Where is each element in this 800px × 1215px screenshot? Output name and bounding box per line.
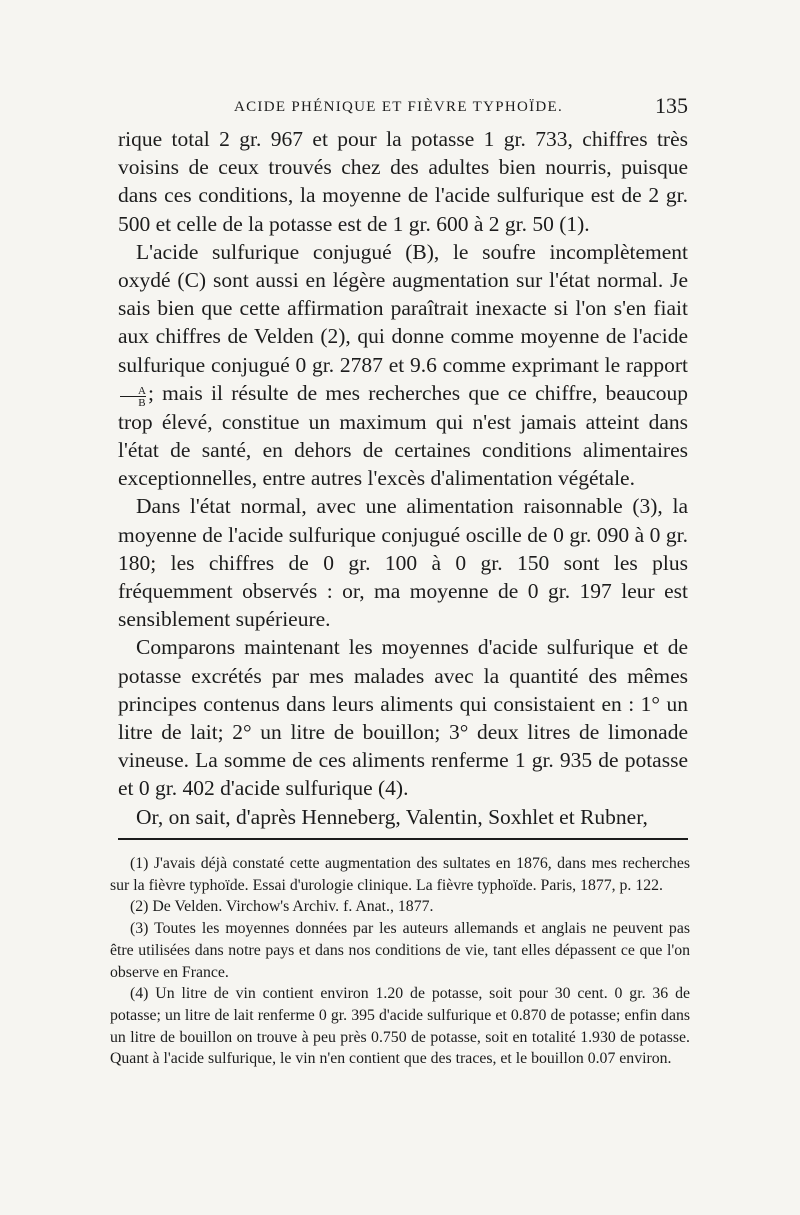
paragraph-3: Dans l'état normal, avec une alimentation raisonnable (3), la moyenne de l'acide sulfurique conjugué oscille de 0 gr. 090 à 0 gr. 180; les chiffres de 0 gr. 100 à 0 gr. 150 sont les plus fréquemment observés : or, ma moyenne de 0 gr. 197 leur est sensiblement supérieure. xyxy=(118,494,688,632)
ratio-fraction xyxy=(120,386,146,408)
footnote-rule xyxy=(118,838,688,840)
paragraph-1: rique total 2 gr. 967 et pour la potasse 1 gr. 733, chiffres très voisins de ceux trouvés chez des adultes bien nourris, puisque dans ces conditions, la moyenne de l'acide sulfurique est de 2 gr. 500 et celle de la potasse est de 1 gr. 600 à 2 gr. 50 (1). xyxy=(118,127,688,236)
paragraph-2-part-a: L'acide sulfurique conjugué (B), le soufre incomplètement oxydé (C) sont aussi en légère augmentation sur l'état normal. Je sais bien que cette affirmation paraîtrait inexacte si l'on s'en fiait aux chiffres de Velden (2), qui donne comme moyenne de l'acide sulfurique conjugué 0 gr. 2787 et 9.6 comme exprimant le rapport xyxy=(118,239,688,377)
footnotes xyxy=(110,853,690,1070)
running-title: ACIDE PHÉNIQUE ET FIÈVRE TYPHOÏDE. xyxy=(234,99,564,115)
paragraph-2-part-b: ; mais il résulte de mes recherches que ce chiffre, beaucoup trop élevé, constitue un maximum qui n'est jamais atteint dans l'état de santé, en dehors de certaines conditions alimentaires exceptionnelles, entre autres l'excès d'alimentation végétale. xyxy=(118,380,688,491)
paragraph-4: Comparons maintenant les moyennes d'acide sulfurique et de potasse excrétés par mes malades avec la quantité des mêmes principes contenus dans leurs aliments qui consistaient en : 1° un litre de lait; 2° un litre de bouillon; 3° deux litres de limonade vineuse. La somme de ces aliments renferme 1 gr. 935 de potasse et 0 gr. 402 d'acide sulfurique (4). xyxy=(118,635,688,801)
footnote-4: (4) Un litre de vin contient environ 1.20 de potasse, soit pour 30 cent. 0 gr. 36 de potasse; un litre de lait renferme 0 gr. 395 d'acide sulfurique et 0.870 de potasse; enfin dans un litre de bouillon on trouve à peu près 0.750 de potasse, soit en totalité 1.930 de potasse. Quant à l'acide sulfurique, le vin n'en contient que des traces, et le bouillon 0.07 environ. xyxy=(110,985,690,1068)
main-text xyxy=(118,125,688,831)
footnote-1: (1) J'avais déjà constaté cette augmentation des sultates en 1876, dans mes recherches sur la fièvre typhoïde. Essai d'urologie clinique. La fièvre typhoïde. Paris, 1877, p. 122. xyxy=(110,855,690,894)
paragraph-2 xyxy=(118,238,688,493)
footnote-2: (2) De Velden. Virchow's Archiv. f. Anat., 1877. xyxy=(130,898,434,916)
page-number: 135 xyxy=(655,93,688,118)
ratio-denominator: B xyxy=(120,396,146,408)
footnote-3: (3) Toutes les moyennes données par les auteurs allemands et anglais ne peuvent pas être utilisées dans notre pays et dans nos conditions de vie, tant elles dépassent ce que l'on observe en France. xyxy=(110,920,690,981)
paragraph-5: Or, on sait, d'après Henneberg, Valentin, Soxhlet et Rubner, xyxy=(136,804,648,829)
page-header xyxy=(118,93,688,121)
ratio-numerator: A xyxy=(138,384,146,397)
